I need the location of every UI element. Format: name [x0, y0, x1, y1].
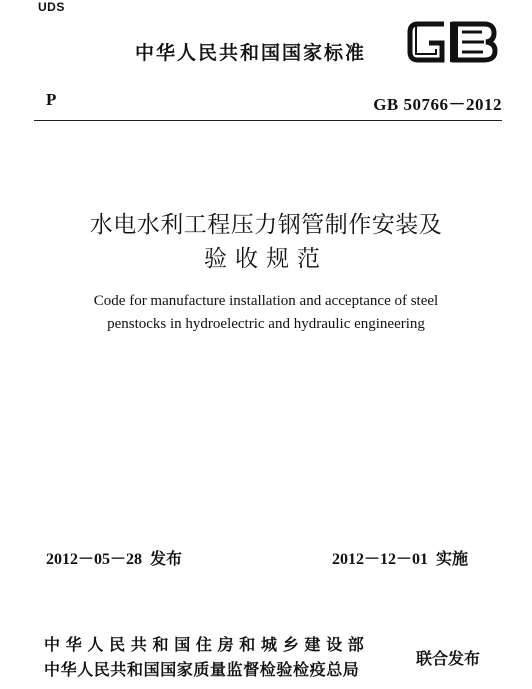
header-divider — [34, 120, 502, 121]
implement-date-block — [332, 546, 468, 569]
title-cn-line1: 水电水利工程压力钢管制作安装及 — [89, 212, 443, 238]
implement-date: 2012－12－01 — [332, 551, 429, 568]
title-cn-line2: 验收规范 — [204, 246, 328, 272]
implement-label: 实施 — [436, 549, 469, 568]
title-en-line1: Code for manufacture installation and acceptance of steel — [93, 293, 439, 309]
issuer-org-2: 中华人民共和国国家质量监督检验检疫总局 — [44, 660, 360, 679]
gb-logo-icon — [404, 16, 500, 68]
uds-label: UDS — [38, 0, 65, 14]
issuer-org-1: 中华人民共和国住房和城乡建设部 — [44, 635, 370, 654]
category-code: P — [46, 90, 57, 109]
joint-issue-label: 联合发布 — [416, 649, 481, 668]
issue-date: 2012－05－28 — [46, 551, 143, 568]
title-en-line2: penstocks in hydroelectric and hydraulic engineering — [107, 316, 425, 332]
standard-number: GB 50766－2012 — [373, 95, 502, 114]
issue-label: 发布 — [150, 549, 183, 568]
issue-date-block — [46, 546, 182, 569]
standard-type-heading: 中华人民共和国国家标准 — [135, 42, 367, 64]
